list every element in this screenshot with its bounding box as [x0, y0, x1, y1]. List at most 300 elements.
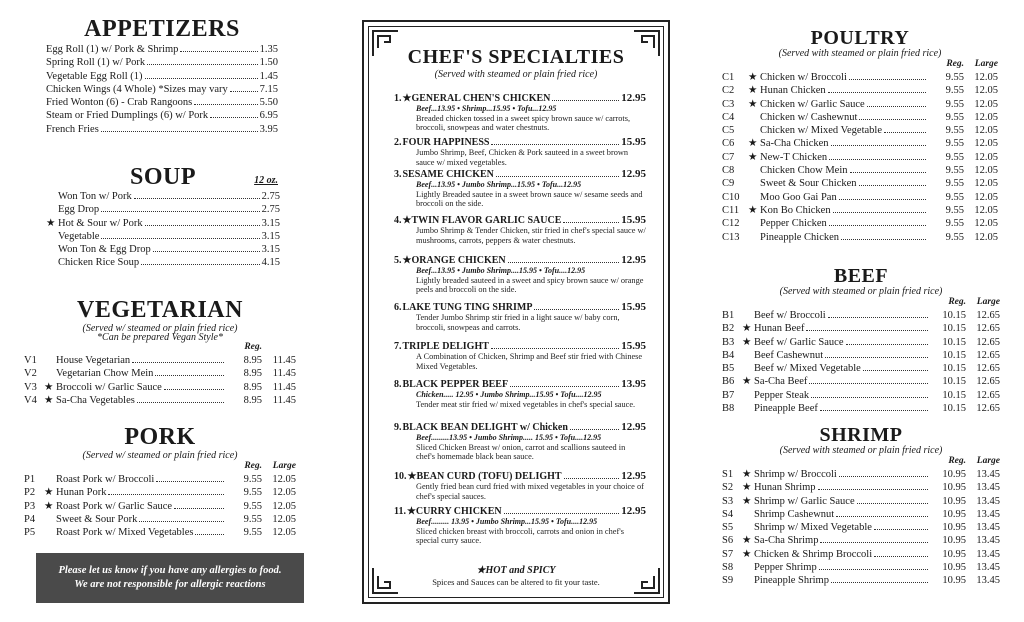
menu-item-price: 2.75: [261, 204, 280, 216]
spicy-star-icon: ★: [748, 151, 758, 163]
menu-item-price-regular: 10.95: [942, 522, 966, 534]
menu-item-name: New-T Chicken: [760, 151, 828, 163]
menu-item-price-regular: 9.55: [945, 165, 964, 177]
menu-item-price-large: 11.45: [272, 381, 296, 393]
dot-leader: [811, 389, 928, 398]
menu-item-price-regular: 9.55: [945, 111, 964, 123]
menu-item: [46, 56, 278, 69]
menu-item: [46, 70, 278, 83]
beef-subtitle: (Served with steamed or plain fried rice): [779, 286, 943, 297]
spicy-star-icon: ★: [406, 506, 416, 517]
menu-item-name: Roast Pork w/ Garlic Sauce: [56, 500, 173, 512]
specialty-title-row: [394, 470, 646, 482]
menu-item-price-large: 13.45: [976, 562, 1000, 574]
menu-item-code: S9: [722, 575, 734, 587]
dot-leader: [132, 354, 224, 363]
specialty-alt-prices: Beef...13.95 • Shrimp...15.95 • Tofu...12.95: [416, 104, 557, 113]
dot-leader: [137, 394, 224, 403]
specialty-name: BLACK BEAN DELIGHT w/ Chicken: [402, 422, 568, 433]
dot-leader: [867, 98, 926, 107]
menu-item-price-regular: 10.95: [942, 548, 966, 560]
spicy-star-icon: ★: [748, 138, 758, 150]
dot-leader: [570, 421, 619, 430]
menu-item-price-regular: 9.55: [945, 231, 964, 243]
menu-item: [722, 164, 998, 177]
menu-item-code: B8: [722, 403, 735, 415]
specialty-description: Lightly breaded sauteed in a sweet and spicy brown sauce w/ orange peels and broccoli on the side.: [416, 275, 644, 294]
menu-item-code: S2: [722, 482, 734, 494]
menu-item: [722, 574, 1000, 587]
dot-leader: [496, 168, 619, 177]
menu-item-name: Shrimp w/ Garlic Sauce: [754, 495, 855, 507]
spicy-star-icon: ★: [742, 548, 752, 560]
specialty-item: [394, 254, 646, 295]
menu-item-name: Sweet & Sour Chicken: [760, 178, 857, 190]
menu-item: [722, 137, 998, 150]
dot-leader: [818, 481, 928, 490]
menu-item-code: S8: [722, 562, 734, 574]
menu-item-code: S5: [722, 522, 734, 534]
dot-leader: [491, 136, 619, 145]
specialty-name: GENERAL CHEN'S CHICKEN: [411, 93, 551, 104]
menu-item-price-regular: 9.55: [945, 85, 964, 97]
menu-item-name: Roast Pork w/ Broccoli: [56, 474, 155, 485]
vegetarian-header: [24, 332, 296, 352]
menu-item: [722, 191, 998, 204]
menu-item-price-large: 12.05: [974, 138, 998, 150]
specialty-item: [394, 214, 646, 245]
menu-item-price-regular: 10.95: [942, 575, 966, 587]
spicy-star-icon: ★: [748, 204, 758, 216]
menu-item: [722, 508, 1000, 521]
dot-leader: [839, 191, 926, 200]
menu-item-price-regular: 10.95: [942, 482, 966, 494]
menu-item-code: S1: [722, 469, 734, 480]
menu-item: [46, 109, 278, 122]
menu-item-name: Beef w/ Mixed Vegetable: [754, 363, 861, 375]
specialty-number: 7.: [394, 341, 402, 352]
specialty-name: FOUR HAPPINESS: [402, 137, 490, 148]
menu-item-price-regular: 8.95: [243, 394, 262, 406]
soup-section: [46, 164, 280, 270]
soup-header: [46, 164, 280, 190]
menu-item-code: S3: [722, 495, 734, 507]
dot-leader: [846, 336, 928, 345]
menu-item-price-large: 11.45: [272, 394, 296, 406]
menu-item-name: Chicken Wings (4 Whole) *Sizes may vary: [46, 83, 228, 95]
soup-size-label: 12 oz.: [254, 175, 278, 186]
menu-item-name: Pepper Shrimp: [754, 562, 817, 574]
menu-item-name: Egg Drop: [58, 204, 100, 216]
menu-item: [722, 84, 998, 97]
dot-leader: [134, 190, 260, 199]
dot-leader: [510, 378, 619, 387]
spicy-star-icon: ★: [44, 381, 54, 393]
menu-item: [722, 204, 998, 217]
menu-item-code: P1: [24, 474, 36, 485]
menu-item: [46, 123, 278, 136]
vegetarian-title: VEGETARIAN: [77, 297, 243, 323]
menu-item-name: Sa-Cha Vegetables: [56, 394, 135, 406]
menu-item-name: Hunan Pork: [56, 487, 107, 499]
specialty-price: 12.95: [621, 254, 646, 266]
menu-item-name: Beef w/ Broccoli: [754, 310, 826, 321]
pork-list: [24, 473, 296, 539]
pork-section: [24, 424, 296, 539]
menu-item-price-large: 12.65: [976, 310, 1000, 321]
menu-item-name: Pepper Chicken: [760, 218, 827, 230]
menu-item-name: Sa-Cha Shrimp: [754, 535, 819, 547]
menu-item-price-large: 12.65: [976, 323, 1000, 335]
shrimp-list: [722, 468, 1000, 588]
specialty-number: 3.: [394, 169, 402, 180]
menu-item-price-regular: 10.15: [942, 389, 966, 401]
specialty-price: 12.95: [621, 92, 646, 104]
menu-item-name: Chicken Chow Mein: [760, 165, 848, 177]
menu-item-code: B2: [722, 323, 735, 335]
menu-item-code: C9: [722, 178, 735, 190]
specialty-description: Jumbo Shrimp & Tender Chicken, stir fried in chef's special sauce w/ mushrooms, carrots, peppers & water chestnuts.: [416, 226, 646, 245]
dot-leader: [230, 83, 258, 92]
menu-item-name: Sweet & Sour Pork: [56, 513, 138, 525]
soup-title: SOUP: [129, 164, 196, 190]
pork-large-label: Large: [272, 461, 296, 471]
vegetarian-reg-label: Reg.: [244, 342, 262, 352]
menu-item-code: C10: [722, 191, 740, 203]
specialty-description: Tender Jumbo Shrimp stir fried in a light sauce w/ baby corn, broccoli, snowpeas and carrots.: [416, 313, 620, 332]
dot-leader: [210, 109, 257, 118]
menu-item: [24, 473, 296, 486]
menu-item-code: C4: [722, 111, 735, 123]
menu-item: [722, 375, 1000, 388]
specialty-item: [394, 136, 646, 167]
menu-item-price-regular: 9.55: [945, 204, 964, 216]
specialty-title-row: [394, 168, 646, 180]
specialty-title-row: [394, 214, 646, 226]
specialties-subtitle: (Served with steamed or plain fried rice): [434, 69, 598, 80]
menu-item: [722, 177, 998, 190]
menu-item-price-regular: 10.95: [942, 562, 966, 574]
specialty-alt-prices: Beef......... 13.95 • Jumbo Shrimp...15.95 • Tofu....12.95: [416, 517, 598, 526]
menu-item-name: Hot & Sour w/ Pork: [58, 217, 143, 229]
menu-item-price-large: 13.45: [976, 522, 1000, 534]
dot-leader: [108, 486, 224, 495]
menu-item-price: 2.75: [261, 191, 280, 202]
menu-item-price: 3.95: [259, 123, 278, 135]
menu-item-code: B1: [722, 310, 735, 321]
menu-item-price-large: 12.65: [976, 336, 1000, 348]
menu-item: [722, 124, 998, 137]
menu-item-name: Roast Pork w/ Mixed Vegetables: [56, 527, 194, 539]
specialty-item: [394, 421, 646, 462]
menu-item: [722, 389, 1000, 402]
menu-item-price-large: 13.45: [976, 575, 1000, 587]
menu-item-price-regular: 9.55: [243, 500, 262, 512]
menu-item-code: S7: [722, 548, 734, 560]
specialty-title-row: [394, 505, 646, 517]
menu-item: [722, 98, 998, 111]
spicy-star-icon: ★: [742, 535, 752, 547]
menu-item-price: 5.50: [259, 97, 278, 109]
dot-leader: [194, 96, 257, 105]
menu-item-price-large: 12.05: [974, 125, 998, 137]
specialty-description: A Combination of Chicken, Shrimp and Beef stir fried with Chinese Mixed Vegetables.: [416, 352, 643, 371]
menu-item: [722, 336, 1000, 349]
menu-item-name: Fried Wonton (6) - Crab Rangoons: [46, 97, 193, 109]
menu-item-code: C3: [722, 98, 735, 110]
menu-item-price: 3.15: [261, 244, 280, 256]
spicy-star-icon: ★: [402, 93, 412, 104]
menu-item-price-large: 12.65: [976, 403, 1000, 415]
menu-item-price-large: 12.05: [974, 151, 998, 163]
menu-item-name: Moo Goo Gai Pan: [760, 191, 837, 203]
menu-item: [722, 495, 1000, 508]
menu-item: [722, 468, 1000, 481]
spicy-star-icon: ★: [402, 255, 412, 266]
spicy-star-icon: ★: [742, 323, 752, 335]
menu-item-price-large: 13.45: [976, 535, 1000, 547]
menu-item-price-regular: 10.95: [942, 469, 966, 480]
poultry-subtitle: (Served with steamed or plain fried rice): [778, 48, 942, 59]
hot-spicy-label: ★HOT and SPICY: [476, 565, 556, 576]
dot-leader: [139, 513, 224, 522]
menu-item-code: B3: [722, 336, 735, 348]
menu-item-name: Beef Cashewnut: [754, 349, 824, 361]
specialty-title-row: [394, 92, 646, 104]
dot-leader: [101, 203, 260, 212]
specialty-title-row: [394, 378, 646, 390]
menu-item-name: Won Ton & Egg Drop: [58, 244, 151, 256]
dot-leader: [831, 574, 928, 583]
menu-item-price-regular: 10.95: [942, 495, 966, 507]
menu-item-code: P2: [24, 487, 36, 499]
specialty-description: Sliced chicken breast with broccoli, carrots and onion in chef's special curry sauce.: [416, 526, 624, 545]
menu-item-price-regular: 9.55: [243, 513, 262, 525]
dot-leader: [828, 84, 926, 93]
specialty-alt-prices: Beef...13.95 • Jumbo Shrimp....15.95 • Tofu....12.95: [416, 266, 586, 275]
menu-item: [722, 71, 998, 84]
dot-leader: [829, 151, 926, 160]
poultry-section: [722, 28, 998, 244]
menu-item-code: C13: [722, 231, 740, 243]
specialty-item: [394, 301, 646, 332]
specialty-name: ORANGE CHICKEN: [411, 255, 506, 266]
vegetarian-section: [24, 297, 296, 407]
specialty-price: 12.95: [621, 505, 646, 517]
menu-item-name: Hunan Shrimp: [754, 482, 816, 494]
specialty-number: 10.: [394, 471, 407, 482]
dot-leader: [839, 468, 928, 477]
menu-item: [46, 203, 280, 216]
menu-item-code: C8: [722, 165, 735, 177]
menu-item-price-regular: 10.15: [942, 349, 966, 361]
menu-item: [24, 354, 296, 367]
appetizers-section: [46, 16, 278, 136]
menu-item-code: C11: [722, 204, 740, 216]
dot-leader: [180, 43, 257, 52]
menu-item-price-regular: 9.55: [243, 527, 262, 539]
specialty-title-row: [394, 421, 646, 433]
pork-subtitle: (Served w/ steamed or plain fried rice): [82, 450, 238, 461]
allergy-line-1: Please let us know if you have any allergies to food.: [58, 565, 282, 576]
spicy-star-icon: ★: [44, 487, 54, 499]
specialty-alt-prices: Beef...13.95 • Jumbo Shrimp...15.95 • Tofu...12.95: [416, 180, 582, 189]
menu-item-price: 1.45: [259, 70, 278, 82]
menu-item-price-large: 12.65: [976, 349, 1000, 361]
menu-item-name: Pepper Steak: [754, 389, 810, 401]
menu-item-name: Pineapple Beef: [754, 403, 818, 415]
specialty-number: 5.: [394, 255, 402, 266]
menu-item-code: C6: [722, 138, 735, 150]
menu-item: [24, 381, 296, 394]
shrimp-reg-label: Reg.: [948, 456, 966, 466]
specialty-item: [394, 378, 646, 409]
menu-item-price-large: 13.45: [976, 495, 1000, 507]
pork-header: [24, 461, 296, 473]
menu-item: [24, 500, 296, 513]
spicy-star-icon: ★: [44, 500, 54, 512]
dot-leader: [534, 301, 619, 310]
menu-item-name: Chicken w/ Cashewnut: [760, 111, 858, 123]
dot-leader: [491, 340, 619, 349]
menu-item-price-regular: 10.95: [942, 535, 966, 547]
specialty-item: [394, 92, 646, 133]
beef-large-label: Large: [976, 297, 1000, 307]
spicy-star-icon: ★: [46, 217, 56, 229]
menu-item: [46, 217, 280, 230]
menu-item: [24, 486, 296, 499]
menu-item-name: Spring Roll (1) w/ Pork: [46, 57, 146, 69]
menu-item-price-regular: 9.55: [945, 125, 964, 137]
dot-leader: [156, 473, 224, 482]
menu-item: [46, 96, 278, 109]
spicy-star-icon: ★: [742, 336, 752, 348]
specialty-name: SESAME CHICKEN: [402, 169, 494, 180]
menu-item-price-large: 11.45: [272, 368, 296, 380]
menu-item-price-large: 11.45: [272, 355, 296, 366]
menu-item-name: Chicken w/ Mixed Vegetable: [760, 125, 882, 137]
spicy-star-icon: ★: [748, 98, 758, 110]
menu-item: [46, 43, 278, 56]
menu-item: [24, 526, 296, 539]
shrimp-header: [722, 456, 1000, 468]
menu-item-name: Pineapple Chicken: [760, 231, 840, 243]
menu-item-price-regular: 10.15: [942, 403, 966, 415]
menu-item-price-regular: 10.15: [942, 336, 966, 348]
dot-leader: [859, 177, 926, 186]
menu-item-code: S6: [722, 535, 734, 547]
menu-item-code: B4: [722, 349, 735, 361]
menu-item: [722, 362, 1000, 375]
beef-reg-label: Reg.: [948, 297, 966, 307]
menu-item-price-large: 13.45: [976, 482, 1000, 494]
menu-item-code: C2: [722, 85, 735, 97]
menu-item-price-large: 12.05: [272, 500, 296, 512]
menu-item-code: P3: [24, 500, 36, 512]
menu-item-name: Chicken Rice Soup: [58, 257, 140, 269]
shrimp-large-label: Large: [976, 456, 1000, 466]
menu-item-price-large: 12.65: [976, 363, 1000, 375]
menu-item-price-large: 12.05: [974, 165, 998, 177]
spicy-star-icon: ★: [44, 394, 54, 406]
menu-item-price-large: 12.05: [974, 178, 998, 190]
menu-item-code: P4: [24, 513, 36, 525]
specialty-name: CURRY CHICKEN: [415, 506, 502, 517]
dot-leader: [819, 561, 928, 570]
menu-item-name: Shrimp w/ Broccoli: [754, 469, 837, 480]
dot-leader: [831, 137, 926, 146]
menu-item-name: Kon Bo Chicken: [760, 204, 831, 216]
specialty-name: TWIN FLAVOR GARLIC SAUCE: [411, 215, 562, 226]
menu-item-price-regular: 9.55: [243, 487, 262, 499]
specialties-title: CHEF'S SPECIALTIES: [407, 46, 625, 68]
menu-item: [722, 217, 998, 230]
menu-item-code: B7: [722, 389, 735, 401]
menu-item-price-regular: 8.95: [243, 381, 262, 393]
beef-title: BEEF: [833, 265, 889, 287]
menu-item-price-large: 12.05: [974, 204, 998, 216]
menu-item: [722, 111, 998, 124]
menu-item-price-regular: 9.55: [945, 72, 964, 83]
dot-leader: [552, 92, 619, 101]
specialty-price: 13.95: [621, 378, 646, 390]
specialty-price: 15.95: [621, 136, 646, 148]
menu-item: [722, 231, 998, 244]
menu-item-price-large: 12.05: [272, 527, 296, 539]
menu-item-price-large: 12.05: [974, 231, 998, 243]
specialty-item: [394, 470, 646, 501]
specialty-alt-prices: Chicken..... 12.95 • Jumbo Shrimp...15.95 • Tofu....12.95: [416, 390, 602, 399]
dot-leader: [145, 217, 260, 226]
hot-spicy-note: Spices and Sauces can be altered to fit your taste.: [432, 577, 600, 587]
dot-leader: [859, 111, 926, 120]
dot-leader: [141, 256, 260, 265]
menu-item-name: Shrimp Cashewnut: [754, 508, 835, 520]
menu-item: [46, 83, 278, 96]
specialty-description: Breaded chicken tossed in a sweet spicy brown sauce w/ carrots, broccoli, snowpeas and water chestnuts.: [416, 113, 631, 132]
menu-item: [722, 534, 1000, 547]
dot-leader: [820, 534, 928, 543]
spicy-star-icon: ★: [402, 215, 412, 226]
beef-header: [722, 297, 1000, 309]
menu-item-price: 4.15: [261, 257, 280, 269]
pork-title: PORK: [124, 424, 196, 450]
menu-item-name: French Fries: [46, 123, 99, 135]
menu-item-price-large: 12.65: [976, 376, 1000, 388]
spicy-star-icon: ★: [748, 85, 758, 97]
menu-item-price-regular: 9.55: [945, 138, 964, 150]
hot-spicy-legend: [380, 565, 652, 587]
menu-item: [46, 256, 280, 269]
specialty-number: 8.: [394, 379, 402, 390]
menu-item-name: Egg Roll (1) w/ Pork & Shrimp: [46, 44, 179, 55]
dot-leader: [828, 309, 928, 318]
menu-item-name: Shrimp w/ Mixed Vegetable: [754, 522, 872, 534]
menu-item-price-large: 13.45: [976, 548, 1000, 560]
specialty-price: 12.95: [621, 470, 646, 482]
spicy-star-icon: ★: [748, 72, 758, 83]
menu-item-price: 1.35: [259, 44, 278, 55]
menu-item-code: S4: [722, 508, 734, 520]
dot-leader: [825, 349, 928, 358]
menu-item-name: Sa-Cha Chicken: [760, 138, 829, 150]
spicy-star-icon: ★: [742, 495, 752, 507]
dot-leader: [101, 230, 259, 239]
specialty-price: 15.95: [621, 340, 646, 352]
specialty-number: 6.: [394, 302, 402, 313]
menu-item-price-regular: 10.95: [942, 508, 966, 520]
menu-item: [46, 190, 280, 203]
